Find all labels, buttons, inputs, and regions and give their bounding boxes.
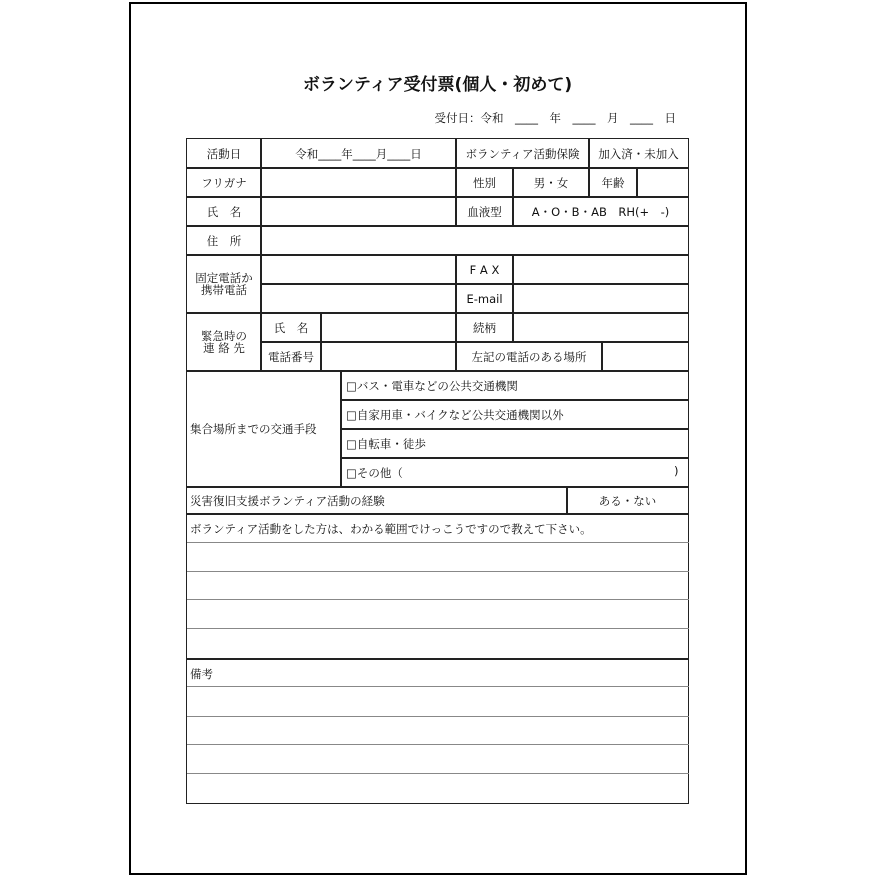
emergency-label: 緊急時の 連 絡 先 xyxy=(186,312,262,372)
activity-day-label: 活動日 xyxy=(186,138,262,169)
em-phone-label: 電話番号 xyxy=(260,341,322,372)
ruled-line xyxy=(187,716,689,717)
transport-option-other[interactable]: □その他（ xyxy=(340,457,689,488)
notes-label: 備考 xyxy=(190,667,213,681)
ruled-line xyxy=(187,744,689,745)
phone-label: 固定電話か 携帯電話 xyxy=(186,254,262,314)
relation-field[interactable] xyxy=(512,312,689,343)
experience-label: 災害復旧支援ボランティア活動の経験 xyxy=(186,486,568,515)
em-name-field[interactable] xyxy=(320,312,457,343)
address-field[interactable] xyxy=(260,225,689,256)
ruled-line xyxy=(187,773,689,774)
ruled-line xyxy=(187,542,689,543)
phone-place-label: 左記の電話のある場所 xyxy=(455,341,603,372)
insurance-label: ボランティア活動保険 xyxy=(455,138,590,169)
em-phone-field[interactable] xyxy=(320,341,457,372)
name-label: 氏 名 xyxy=(186,196,262,227)
blood-field[interactable]: A・O・B・AB RH(+ -) xyxy=(512,196,689,227)
form-title: ボランティア受付票(個人・初めて) xyxy=(302,75,573,95)
furigana-label: フリガナ xyxy=(186,167,262,198)
received-date: 受付日：令和 ____ 年 ____ 月 ____ 日 xyxy=(434,111,676,125)
phone-place-field[interactable] xyxy=(601,341,689,372)
ruled-line xyxy=(187,686,689,687)
other-close-paren: ) xyxy=(674,464,679,478)
notes-field[interactable] xyxy=(186,658,689,804)
gender-field[interactable]: 男・女 xyxy=(512,167,590,198)
activity-day-field[interactable]: 令和____年____月____日 xyxy=(260,138,457,169)
transport-option-public[interactable]: □バス・電車などの公共交通機関 xyxy=(340,370,689,401)
transport-option-private[interactable]: □自家用車・バイクなど公共交通機関以外 xyxy=(340,399,689,430)
gender-label: 性別 xyxy=(455,167,514,198)
relation-label: 続柄 xyxy=(455,312,514,343)
phone-field-1[interactable] xyxy=(260,254,457,285)
fax-label: F A X xyxy=(455,254,514,285)
experience-details[interactable] xyxy=(186,513,689,660)
furigana-field[interactable] xyxy=(260,167,457,198)
ruled-line xyxy=(187,628,689,629)
age-field[interactable] xyxy=(636,167,689,198)
transport-label: 集合場所までの交通手段 xyxy=(186,370,342,488)
transport-option-bike-walk[interactable]: □自転車・徒歩 xyxy=(340,428,689,459)
email-label: E-mail xyxy=(455,283,514,314)
ruled-line xyxy=(187,599,689,600)
experience-field[interactable]: ある・ない xyxy=(566,486,689,515)
em-name-label: 氏 名 xyxy=(260,312,322,343)
blood-label: 血液型 xyxy=(455,196,514,227)
experience-prompt: ボランティア活動をした方は、わかる範囲でけっこうですので教えて下さい。 xyxy=(190,522,592,536)
fax-field[interactable] xyxy=(512,254,689,285)
insurance-field[interactable]: 加入済・未加入 xyxy=(588,138,689,169)
name-field[interactable] xyxy=(260,196,457,227)
phone-field-2[interactable] xyxy=(260,283,457,314)
address-label: 住 所 xyxy=(186,225,262,256)
ruled-line xyxy=(187,571,689,572)
age-label: 年齢 xyxy=(588,167,638,198)
email-field[interactable] xyxy=(512,283,689,314)
